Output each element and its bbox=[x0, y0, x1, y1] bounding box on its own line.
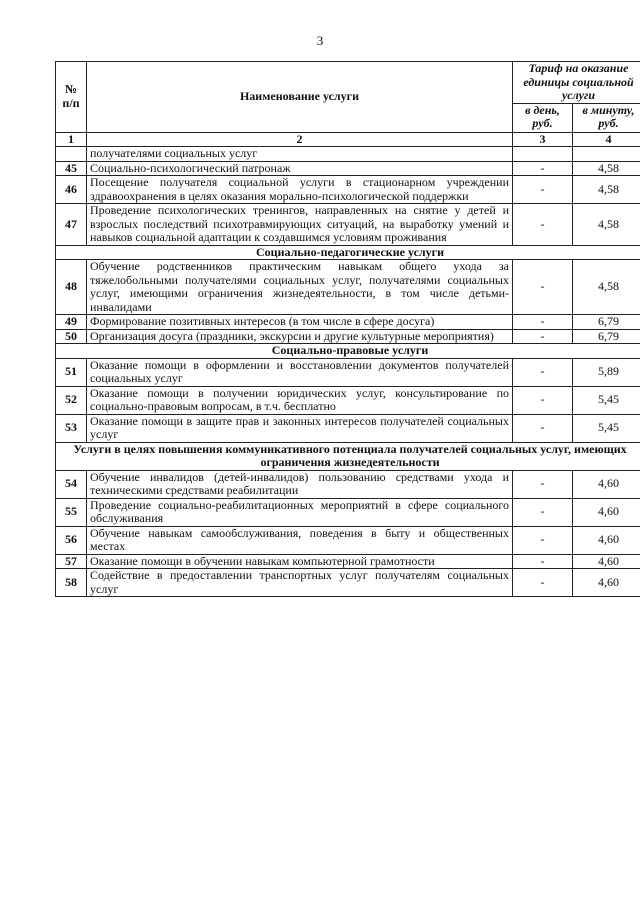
table-row bbox=[56, 260, 640, 315]
service-name: Оказание помощи в обучении навыкам компьютерной грамотности bbox=[87, 554, 513, 569]
row-number: 46 bbox=[56, 176, 87, 204]
header-row bbox=[56, 62, 640, 104]
header-per-day: в день, руб. bbox=[513, 103, 573, 132]
tariff-per-minute: 4,60 bbox=[573, 526, 640, 554]
service-name: Оказание помощи в оформлении и восстановлении документов получателей социальных услуг bbox=[87, 358, 513, 386]
tariff-per-day: - bbox=[513, 569, 573, 597]
service-name: Формирование позитивных интересов (в том числе в сфере досуга) bbox=[87, 315, 513, 330]
row-number: 45 bbox=[56, 161, 87, 176]
tariff-per-day: - bbox=[513, 470, 573, 498]
section-title: Социально-педагогические услуги bbox=[56, 245, 640, 260]
tariff-per-day: - bbox=[513, 315, 573, 330]
row-number bbox=[56, 147, 87, 162]
column-index: 2 bbox=[87, 132, 513, 147]
table-row bbox=[56, 329, 640, 344]
tariff-per-minute: 5,45 bbox=[573, 414, 640, 442]
table-row bbox=[56, 526, 640, 554]
row-number: 52 bbox=[56, 386, 87, 414]
header-tariff: Тариф на оказание единицы социальной услуги bbox=[513, 62, 640, 104]
service-name: Организация досуга (праздники, экскурсии и другие культурные мероприятия) bbox=[87, 329, 513, 344]
tariff-per-day: - bbox=[513, 260, 573, 315]
table-row bbox=[56, 386, 640, 414]
section-row bbox=[56, 442, 640, 470]
tariff-per-day: - bbox=[513, 358, 573, 386]
tariff-per-minute: 4,58 bbox=[573, 204, 640, 246]
column-index: 4 bbox=[573, 132, 640, 147]
table-row bbox=[56, 204, 640, 246]
tariff-per-minute: 6,79 bbox=[573, 329, 640, 344]
header-num: № п/п bbox=[56, 62, 87, 133]
tariff-per-minute: 4,60 bbox=[573, 569, 640, 597]
row-number: 56 bbox=[56, 526, 87, 554]
row-number: 50 bbox=[56, 329, 87, 344]
tariff-per-minute: 5,89 bbox=[573, 358, 640, 386]
service-name: Обучение навыкам самообслуживания, поведения в быту и общественных местах bbox=[87, 526, 513, 554]
table-row bbox=[56, 176, 640, 204]
tariff-per-day: - bbox=[513, 176, 573, 204]
table-row bbox=[56, 414, 640, 442]
tariff-per-minute: 4,60 bbox=[573, 470, 640, 498]
table-row bbox=[56, 498, 640, 526]
services-tariff-table bbox=[55, 61, 640, 597]
table-row bbox=[56, 554, 640, 569]
row-number: 47 bbox=[56, 204, 87, 246]
service-name: Оказание помощи в защите прав и законных интересов получателей социальных услуг bbox=[87, 414, 513, 442]
column-index: 1 bbox=[56, 132, 87, 147]
tariff-per-minute: 6,79 bbox=[573, 315, 640, 330]
service-name: Социально-психологический патронаж bbox=[87, 161, 513, 176]
tariff-per-day: - bbox=[513, 554, 573, 569]
service-name: Обучение родственников практическим навыкам общего ухода за тяжелобольными получателями социальных услуг, получателями социальных услуг, имеющими ограничения жизнедеятельности, в том числе детьми-инвалидами bbox=[87, 260, 513, 315]
page-number: 3 bbox=[316, 33, 324, 48]
table-row bbox=[56, 315, 640, 330]
tariff-per-day bbox=[513, 147, 573, 162]
continuation-row bbox=[56, 147, 640, 162]
row-number: 51 bbox=[56, 358, 87, 386]
tariff-per-minute: 4,58 bbox=[573, 176, 640, 204]
header-service-name: Наименование услуги bbox=[87, 62, 513, 133]
row-number: 49 bbox=[56, 315, 87, 330]
tariff-per-minute: 4,58 bbox=[573, 161, 640, 176]
table-row bbox=[56, 470, 640, 498]
row-number: 57 bbox=[56, 554, 87, 569]
tariff-per-minute: 4,60 bbox=[573, 554, 640, 569]
service-name: Содействие в предоставлении транспортных услуг получателям социальных услуг bbox=[87, 569, 513, 597]
service-name: Посещение получателя социальной услуги в стационарном учреждении здравоохранения в целях оказания морально-психологической поддержки bbox=[87, 176, 513, 204]
tariff-per-day: - bbox=[513, 204, 573, 246]
tariff-per-day: - bbox=[513, 414, 573, 442]
row-number: 48 bbox=[56, 260, 87, 315]
section-row bbox=[56, 344, 640, 359]
tariff-per-day: - bbox=[513, 161, 573, 176]
section-row bbox=[56, 245, 640, 260]
column-index-row bbox=[56, 132, 640, 147]
table-row bbox=[56, 569, 640, 597]
section-title: Услуги в целях повышения коммуникативного потенциала получателей социальных услуг, имеющих ограничения жизнедеятельности bbox=[56, 442, 640, 470]
row-number: 53 bbox=[56, 414, 87, 442]
service-name: Оказание помощи в получении юридических услуг, консультирование по социально-правовым вопросам, в т.ч. бесплатно bbox=[87, 386, 513, 414]
service-name: Обучение инвалидов (детей-инвалидов) пользованию средствами ухода и техническими средствами реабилитации bbox=[87, 470, 513, 498]
continuation-text: получателями социальных услуг bbox=[87, 147, 513, 162]
table-row bbox=[56, 358, 640, 386]
tariff-per-day: - bbox=[513, 526, 573, 554]
tariff-per-minute bbox=[573, 147, 640, 162]
column-index: 3 bbox=[513, 132, 573, 147]
table-row bbox=[56, 161, 640, 176]
tariff-per-day: - bbox=[513, 498, 573, 526]
tariff-per-day: - bbox=[513, 329, 573, 344]
section-title: Социально-правовые услуги bbox=[56, 344, 640, 359]
tariff-per-minute: 4,58 bbox=[573, 260, 640, 315]
tariff-per-day: - bbox=[513, 386, 573, 414]
row-number: 58 bbox=[56, 569, 87, 597]
service-name: Проведение психологических тренингов, направленных на снятие у детей и взрослых последствий психотравмирующих ситуаций, на выработку умений и навыков социальной адаптации к создавшимся условиям проживания bbox=[87, 204, 513, 246]
tariff-per-minute: 5,45 bbox=[573, 386, 640, 414]
header-per-minute: в минуту, руб. bbox=[573, 103, 640, 132]
row-number: 55 bbox=[56, 498, 87, 526]
row-number: 54 bbox=[56, 470, 87, 498]
service-name: Проведение социально-реабилитационных мероприятий в сфере социального обслуживания bbox=[87, 498, 513, 526]
tariff-per-minute: 4,60 bbox=[573, 498, 640, 526]
